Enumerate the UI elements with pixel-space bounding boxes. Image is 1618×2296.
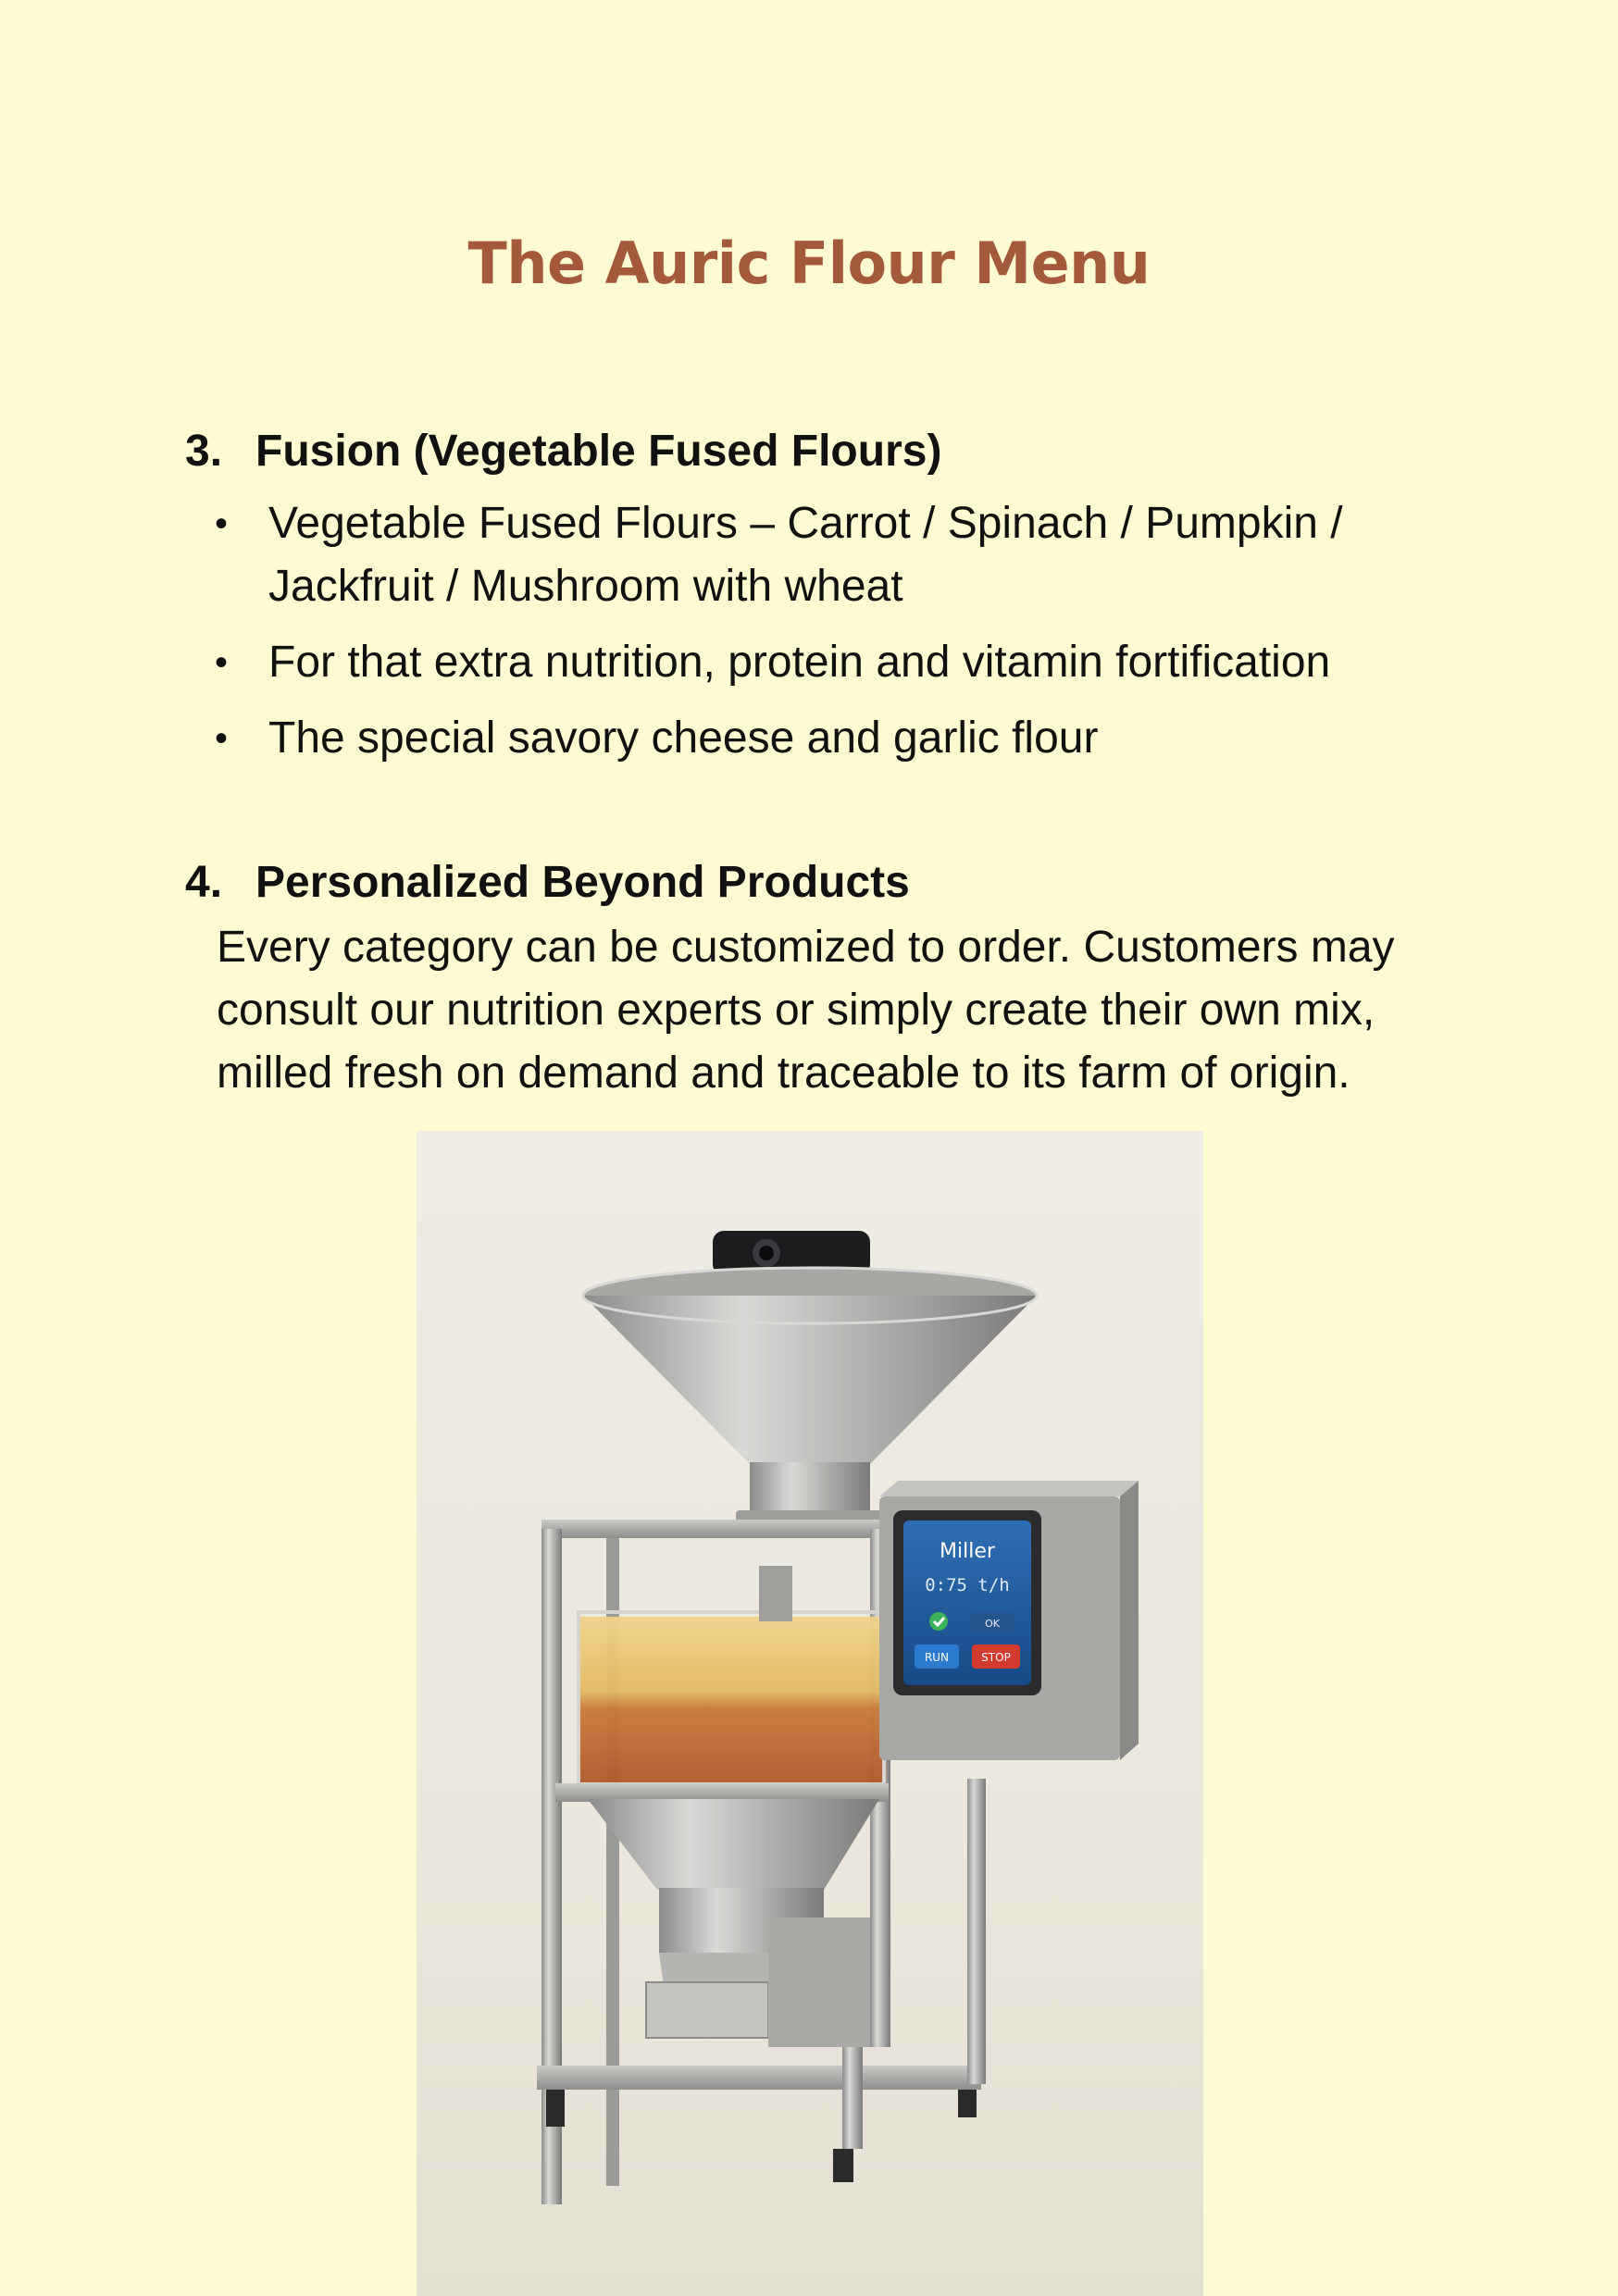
section-personalized xyxy=(185,855,1481,1105)
section-title: Personalized Beyond Products xyxy=(255,858,910,907)
bullet-icon: • xyxy=(215,718,229,759)
list-item-text: Vegetable Fused Flours – Carrot / Spinach / Pumpkin / Jackfruit / Mushroom with wheat xyxy=(268,499,1343,611)
section-heading xyxy=(185,424,1481,479)
bullet-icon: • xyxy=(215,642,229,683)
machine-run-button: RUN xyxy=(924,1651,950,1664)
machine-screen-rate: 0:75 t/h xyxy=(925,1575,1010,1595)
machine-ok-label: OK xyxy=(985,1618,1000,1630)
bullet-list xyxy=(185,492,1481,770)
flour-mill-illustration xyxy=(417,1131,1203,2296)
bullet-icon: • xyxy=(215,503,229,544)
section-number: 3. xyxy=(185,427,223,476)
section-fusion xyxy=(185,424,1481,770)
section-paragraph: Every category can be customized to order. Customers may consult our nutrition experts or simply create their own mix, milled fresh on demand and traceable to its farm of origin. xyxy=(217,923,1395,1098)
list-item-text: For that extra nutrition, protein and vitamin fortification xyxy=(268,638,1331,687)
section-number: 4. xyxy=(185,858,223,907)
section-heading xyxy=(185,855,1481,911)
list-item-text: The special savory cheese and garlic flour xyxy=(268,714,1099,763)
list-item xyxy=(185,707,1481,770)
check-icon xyxy=(929,1612,948,1631)
flour-mill-machine-image xyxy=(417,1131,1203,2296)
section-title: Fusion (Vegetable Fused Flours) xyxy=(255,427,942,476)
list-item xyxy=(185,631,1481,694)
list-item xyxy=(185,492,1416,618)
machine-screen-title: Miller xyxy=(940,1540,995,1563)
page-title: The Auric Flour Menu xyxy=(467,230,1151,297)
machine-stop-button: STOP xyxy=(981,1651,1011,1664)
